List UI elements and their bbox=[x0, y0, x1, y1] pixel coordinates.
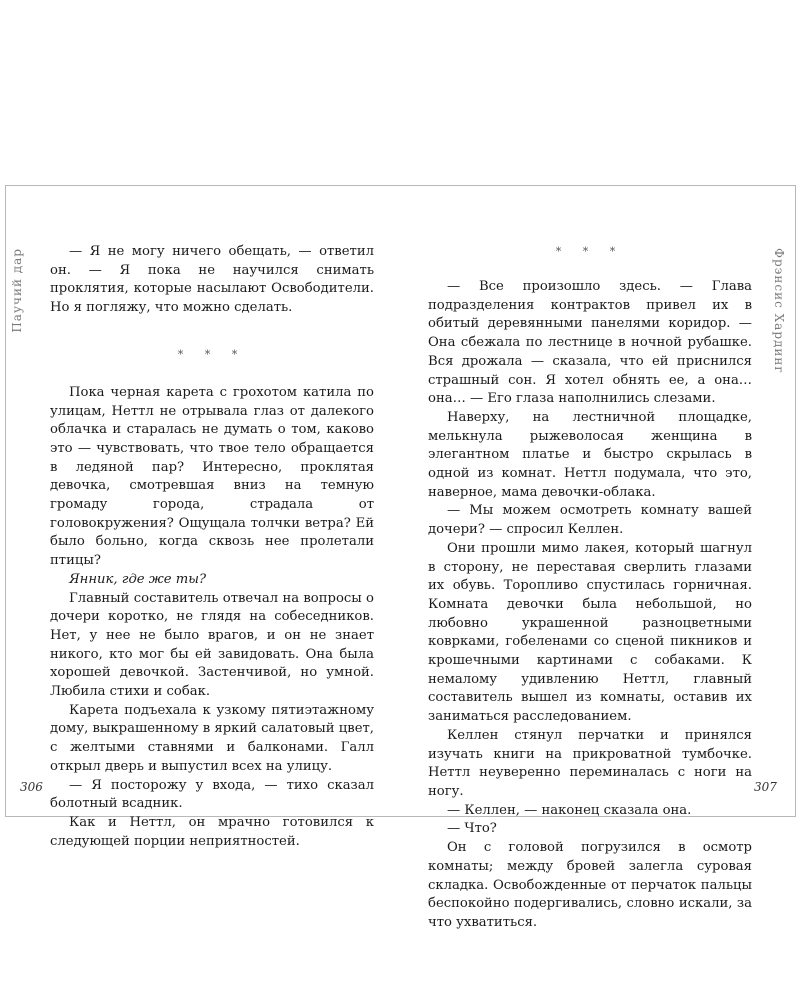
paragraph: Келлен стянул перчатки и принялся изучать книги на прикроватной тумбочке. Неттл неуверенно переминалась с ноги на ногу. bbox=[428, 727, 752, 799]
paragraph: Пока черная карета с грохотом катила по улицам, Неттл не отрывала глаз от далекого облачка и старалась не думать о том, каково это — чувствовать, что твое тело обращается в ледяной пар? Интересно, проклятая девочка, смотревшая вниз на темную громаду города, страдала от головокружения? Ощущала толчки ветра? Ей было больно, когда сквозь нее пролетали птицы? bbox=[50, 384, 374, 569]
running-head-right: Фрэнсис Хардинг bbox=[772, 248, 786, 374]
paragraph: Наверху, на лестничной площадке, мелькнула рыжеволосая женщина в элегантном платье и быстро скрылась в одной из комнат. Неттл подумала, что это, наверное, мама девочки-облака. bbox=[428, 409, 752, 500]
scene-separator: * * * bbox=[555, 245, 625, 258]
paragraph: Карета подъехала к узкому пятиэтажному дому, выкрашенному в яркий салатовый цвет, с желтыми ставнями и балконами. Галл открыл дверь и выпустил всех на улицу. bbox=[50, 702, 374, 774]
scene-separator: * * * bbox=[177, 347, 247, 361]
paragraph-italic: Янник, где же ты? bbox=[69, 571, 207, 587]
paragraph: Главный составитель отвечал на вопросы о дочери коротко, не глядя на собеседников. Нет, у нее не было врагов, и он не знает никого, кто мог бы ей завидовать. Она была хорошей девочкой. Застенчивой, но умной. Любила стихи и собак. bbox=[50, 590, 374, 700]
paragraph: — Я посторожу у входа, — тихо сказал болотный всадник. bbox=[50, 777, 374, 812]
paragraph: — Мы можем осмотреть комнату вашей дочери? — спросил Келлен. bbox=[428, 503, 752, 538]
paragraph: Как и Неттл, он мрачно готовился к следующей порции неприятностей. bbox=[50, 814, 374, 849]
right-page bbox=[428, 243, 752, 933]
paragraph: — Я не могу ничего обещать, — ответил он. — Я пока не научился снимать проклятия, которые насылают Освободители. Но я погляжу, что можно сделать. bbox=[50, 244, 374, 316]
paragraph: — Все произошло здесь. — Глава подразделения контрактов привел их в обитый деревянными панелями коридор. — Она сбежала по лестнице в ночной рубашке. Вся дрожала — сказала, что ей приснился страшный сон. Я хотел обнять ее, а она… она… — Его глаза наполнились слезами. bbox=[428, 279, 752, 407]
page-number-left: 306 bbox=[20, 780, 43, 794]
running-head-left: Паучий дар bbox=[10, 248, 24, 333]
paragraph: Он с головой погрузился в осмотр комнаты; между бровей залегла суровая складка. Освобожденные от перчаток пальцы беспокойно подергивались, словно искали, за что ухватиться. bbox=[428, 840, 752, 930]
paragraph: — Что? bbox=[447, 821, 497, 837]
paragraph: — Келлен, — наконец сказала она. bbox=[447, 802, 692, 818]
paragraph: Они прошли мимо лакея, который шагнул в сторону, не переставая сверлить глазами их обувь. Торопливо спустилась горничная. Комната девочки была небольшой, но любовно украшенной разноцветными коврками, гобеленами со сценой пикников и крошечными картинами с собаками. К немалому удивлению Неттл, главный составитель вышел из комнаты, оставив их заниматься расследованием. bbox=[428, 540, 752, 725]
left-page bbox=[50, 243, 374, 851]
page-number-right: 307 bbox=[754, 780, 777, 794]
